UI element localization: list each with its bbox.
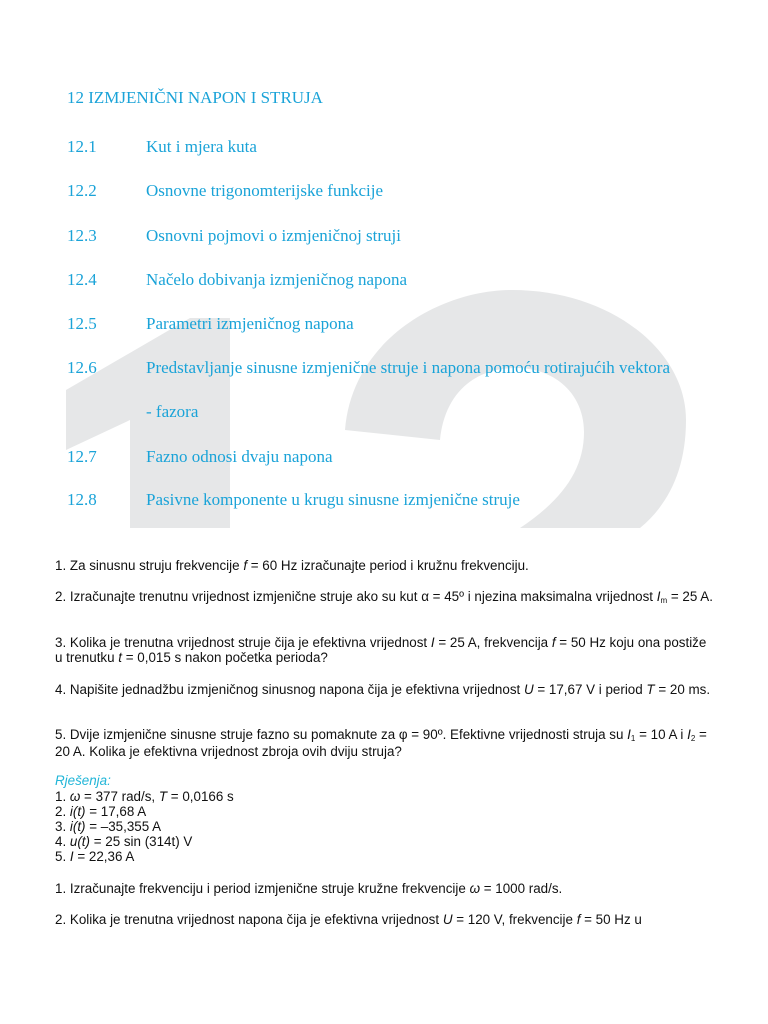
solution-text: 2. xyxy=(55,804,70,819)
solution-var: T xyxy=(158,789,168,804)
task-var: I xyxy=(430,635,435,650)
task-var: f xyxy=(576,912,581,927)
solution-var: I xyxy=(69,849,74,864)
solution-5 xyxy=(55,849,134,864)
task-subscript: m xyxy=(660,596,668,605)
solution-var: ω xyxy=(69,789,81,804)
task-var: T xyxy=(646,682,655,697)
task-text: = 60 Hz izračunajte period i kružnu frekvenciju. xyxy=(247,558,529,573)
toc-number: 12.7 xyxy=(67,447,97,466)
solution-text: = 17,68 A xyxy=(85,804,147,819)
task-var: ω xyxy=(469,881,480,896)
task-var: I xyxy=(656,589,661,604)
task-text: = 10 A i xyxy=(635,727,688,742)
task-3 xyxy=(55,635,715,665)
task-subscript: 2 xyxy=(690,734,696,743)
task-var: f xyxy=(243,558,248,573)
task-text: = 25 A, frekvencija xyxy=(434,635,552,650)
task-1 xyxy=(55,558,715,573)
solution-text: 1. xyxy=(55,789,70,804)
task-5 xyxy=(55,727,715,759)
task-text: 4. Napišite jednadžbu izmjeničnog sinusnog napona čija je efektivna vrijednost xyxy=(55,682,524,697)
task-text: = 25 A. xyxy=(667,589,713,604)
toc-item-12-8 xyxy=(67,490,520,510)
task-text: 1. Izračunajte frekvenciju i period izmjenične struje kružne frekvencije xyxy=(55,881,470,896)
task-4 xyxy=(55,682,715,697)
solution-text: 3. xyxy=(55,819,70,834)
task-text: = 20 ms. xyxy=(654,682,711,697)
toc-title: Parametri izmjeničnog napona xyxy=(146,314,354,333)
solution-text: = 377 rad/s, xyxy=(80,789,159,804)
toc-title: Predstavljanje sinusne izmjenične struje i napona pomoću rotirajućih vektora xyxy=(146,358,671,377)
toc-item-12-6-continuation: - fazora xyxy=(146,402,199,421)
task-text: = 1000 rad/s. xyxy=(480,881,563,896)
task-subscript: 1 xyxy=(630,734,636,743)
toc-item-12-3 xyxy=(67,226,401,246)
solution-text: 5. xyxy=(55,849,70,864)
toc-title: Fazno odnosi dvaju napona xyxy=(146,447,333,466)
task-text: = 0,015 s nakon početka perioda? xyxy=(122,650,328,665)
solution-2 xyxy=(55,804,146,819)
toc-item-12-6 xyxy=(67,358,670,378)
task-text: = 120 V, frekvencije xyxy=(452,912,577,927)
more-task-1 xyxy=(55,881,715,896)
toc-title: Pasivne komponente u krugu sinusne izmjenične struje xyxy=(146,490,520,509)
toc-number: 12.3 xyxy=(67,226,97,245)
solution-text: = 25 sin (314t) V xyxy=(89,834,193,849)
toc-item-12-1 xyxy=(67,137,257,157)
task-text: 2. Izračunajte trenutnu vrijednost izmjenične struje ako su kut α = 45º i njezina maksimalna vrijednost xyxy=(55,589,657,604)
task-var: I xyxy=(687,727,691,742)
toc-number: 12.5 xyxy=(67,314,97,333)
task-text: 3. Kolika je trenutna vrijednost struje čija je efektivna vrijednost xyxy=(55,635,431,650)
task-var: U xyxy=(523,682,534,697)
toc-number: 12.8 xyxy=(67,490,97,509)
toc-title: Osnovni pojmovi o izmjeničnoj struji xyxy=(146,226,401,245)
task-2 xyxy=(55,589,715,606)
task-text: 5. Dvije izmjenične sinusne struje fazno su pomaknute za φ = 90º. Efektivne vrijednosti struja su xyxy=(55,727,628,742)
toc-title: Osnovne trigonomterijske funkcije xyxy=(146,181,384,200)
toc-item-12-4 xyxy=(67,270,407,290)
solution-text: = 0,0166 s xyxy=(167,789,234,804)
toc-item-12-5 xyxy=(67,314,354,334)
solution-text: = –35,355 A xyxy=(85,819,162,834)
solution-text: 4. xyxy=(55,834,70,849)
solution-var: i(t) xyxy=(69,819,86,834)
task-text: = 17,67 V i period xyxy=(533,682,647,697)
more-task-2 xyxy=(55,912,715,927)
toc-number: 12.4 xyxy=(67,270,97,289)
task-var: U xyxy=(442,912,453,927)
solution-3 xyxy=(55,819,161,834)
task-text: = 50 Hz u xyxy=(580,912,642,927)
task-text: 2. Kolika je trenutna vrijednost napona čija je efektivna vrijednost xyxy=(55,912,443,927)
solutions-heading: Rješenja: xyxy=(55,773,111,788)
solution-var: i(t) xyxy=(69,804,86,819)
solution-text: = 22,36 A xyxy=(73,849,135,864)
chapter-title: 12 IZMJENIČNI NAPON I STRUJA xyxy=(67,88,323,107)
toc-number: 12.6 xyxy=(67,358,97,377)
task-text: = 20 A. Kolika je efektivna vrijednost zbroja ovih dviju struja? xyxy=(55,727,707,759)
toc-item-12-7 xyxy=(67,447,333,467)
toc-number: 12.1 xyxy=(67,137,97,156)
task-var: f xyxy=(551,635,556,650)
task-var: I xyxy=(627,727,631,742)
toc-number: 12.2 xyxy=(67,181,97,200)
task-text: 1. Za sinusnu struju frekvencije xyxy=(55,558,244,573)
toc-item-12-2 xyxy=(67,181,383,201)
solution-1 xyxy=(55,789,234,804)
task-text: = 50 Hz koju ona postiže u trenutku xyxy=(55,635,707,665)
solution-4 xyxy=(55,834,192,849)
toc-title: Kut i mjera kuta xyxy=(146,137,257,156)
toc-title: Načelo dobivanja izmjeničnog napona xyxy=(146,270,408,289)
solution-var: u(t) xyxy=(69,834,90,849)
task-var: t xyxy=(118,650,123,665)
